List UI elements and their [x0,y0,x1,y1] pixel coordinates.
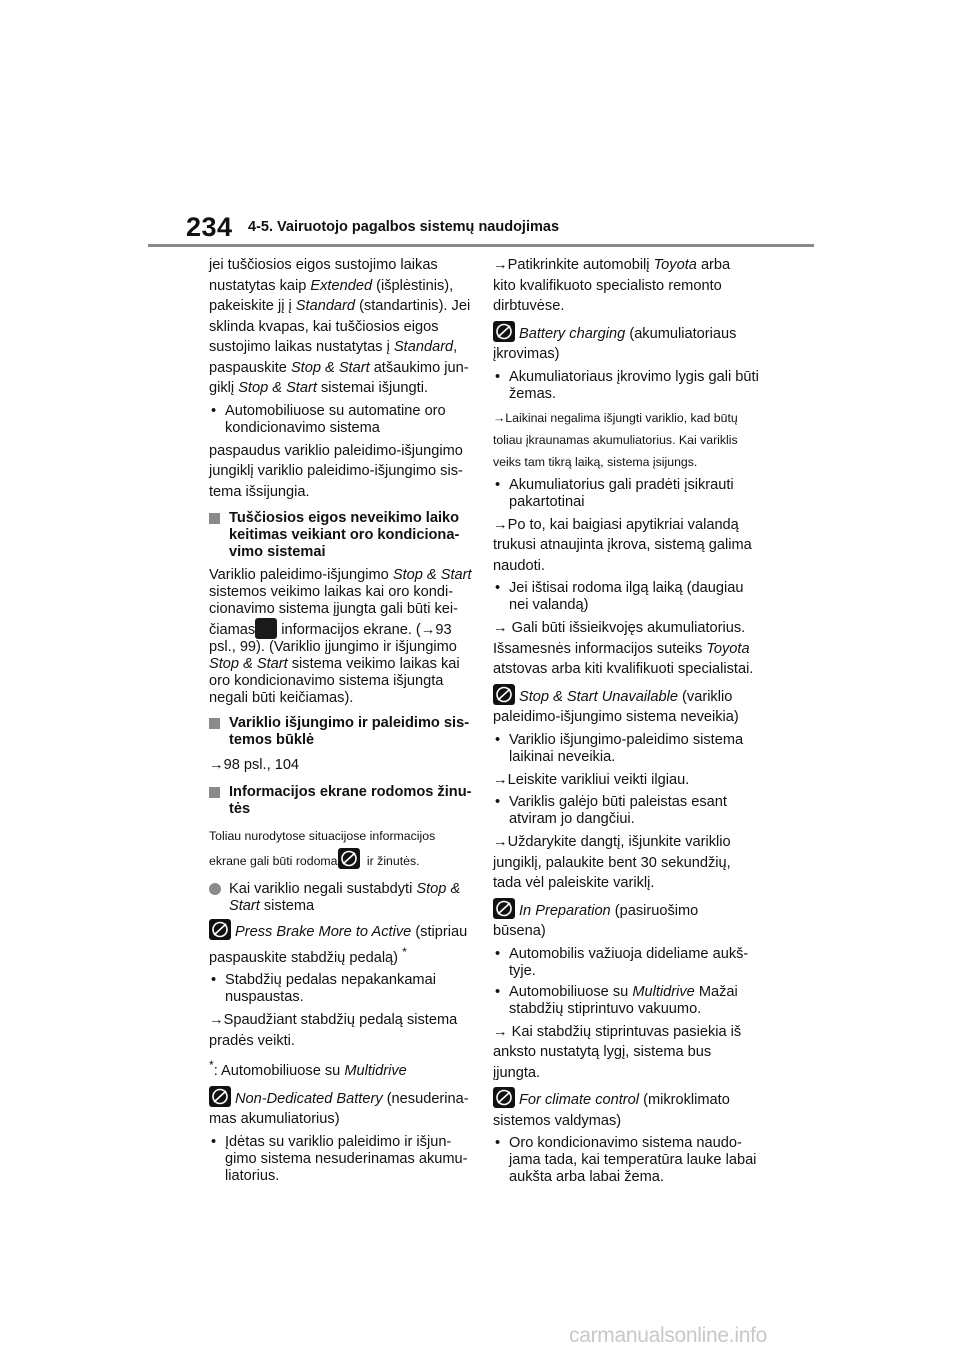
bullet-item: • Įdėtas su variklio paleidimo ir išjun-gimo sistema nesuderinamas akumu-liatorius. [211,1133,468,1184]
stop-start-icon [209,1086,231,1107]
bullet-item: • Oro kondicionavimo sistema naudo-jama tada, kai temperatūra lauke labai aukšta arba labai žema. [495,1135,757,1185]
paragraph: jei tuščiosios eigos sustojimo laikas nustatytas kaip Extended (išplėstinis), pakeiskite jį į Standard (standartinis). Jei sklinda kvapas, kai tuščiosios eigos sustojimo laikas nustatytas į Standard, paspauskite Stop & Start atšaukimo jun- giklį Stop & Start sistemai išjungti. [209,257,471,396]
bullet-item: • Jei ištisai rodoma ilgą laiką (daugiau nei valandą) [495,580,744,613]
action-text: → Gali būti išsieikvojęs akumuliatorius. Išsamesnės informacijos suteiks Toyota atstovas arba kiti kvalifikuoti specialistai. [493,620,754,677]
section-heading: Tuščiosios eigos neveikimo laiko keitimas veikiant oro kondiciona-vimo sistemai [209,510,477,561]
left-column [209,255,477,1189]
bullet-item: • Akumuliatorius gali pradėti įsikrauti pakartotinai [495,476,734,510]
settings-icon [255,618,277,639]
message-item: Press Brake More to Active (stipriau paspauskite stabdžių pedalą) * [209,919,477,969]
bullet-item: • Variklis galėjo būti paleistas esant atviram jo dangčiui. [495,794,727,827]
stop-start-icon [338,848,360,869]
bullet-item: • Automobiliuose su automatine oro kondicionavimo sistema [211,402,446,436]
message-item: Stop & Start Unavailable (variklio paleidimo-išjungimo sistema neveikia) [493,684,765,728]
action-text: →Leiskite varikliui veikti ilgiau. [493,771,690,788]
stop-start-icon [493,684,515,705]
paragraph: paspaudus variklio paleidimo-išjungimo jungiklį variklio paleidimo-išjungimo sis- tema išsijungia. [209,442,463,500]
watermark: carmanualsonline.info [569,1324,767,1347]
message-item: Non-Dedicated Battery (nesuderina- mas akumuliatorius) [209,1086,477,1130]
message-item: For climate control (mikroklimato sistemos valdymas) [493,1087,765,1131]
bullet-item: • Variklio išjungimo-paleidimo sistema laikinai neveikia. [495,731,744,765]
header-rule [148,244,814,247]
bullet-item: • Stabdžių pedalas nepakankamai nuspaustas. [211,972,436,1006]
paragraph: Variklio paleidimo-išjungimo Stop & Start sistemos veikimo laikas kai oro kondi-cionavimo sistema įjungta gali būti kei-čiamas informacijos ekrane. (→93 psl., 99). (Variklio įjungimo ir išjungimo Stop & Start sistema veikimo laikas kai oro kondicionavimo sistema išjungta negali būti keičiamas). [209,567,472,706]
circle-item: Kai variklio negali sustabdyti Stop & Start sistema [209,881,477,915]
action-text: →Patikrinkite automobilį Toyota arba kito kvalifikuoto specialisto remonto dirbtuvėse. [493,257,731,314]
footnote: *: Automobiliuose su Multidrive [209,1058,407,1080]
action-text: →Spaudžiant stabdžių pedalą sistema pradės veikti. [209,1012,458,1049]
action-text: → Kai stabdžių stiprintuvas pasiekia iš anksto nustatytą lygį, sistema bus įjungta. [493,1023,742,1081]
bullet-item: • Automobiliuose su Multidrive Mažai stabdžių stiprintuvo vakuumo. [495,983,738,1017]
stop-start-icon [493,321,515,342]
bullet-item: • Automobilis važiuoja dideliame aukš-tyje. [495,945,749,979]
stop-start-icon [493,898,515,919]
bullet-item: • Akumuliatoriaus įkrovimo lygis gali būti žemas. [495,368,759,402]
section-heading: Informacijos ekrane rodomos žinu-tės [209,784,477,818]
stop-start-icon [493,1087,515,1108]
note: →Laikinai negalima išjungti variklio, kad būtų toliau įkraunamas akumuliatorius. Kai variklis veiks tam tikrą laiką, sistema įsijungs. [493,410,738,469]
page-number: 234 [186,212,233,242]
stop-start-icon [209,919,231,940]
right-column [493,255,765,1190]
message-item: In Preparation (pasiruošimo būsena) [493,898,765,942]
action-text: →Uždarykite dangtį, išjunkite variklio jungiklį, palaukite bent 30 sekundžių, tada vėl paleiskite variklį. [493,834,731,891]
section-title: 4-5. Vairuotojo pagalbos sistemų naudojimas [248,219,560,235]
page-reference: →98 psl., 104 [209,757,300,773]
action-text: →Po to, kai baigiasi apytikriai valandą trukusi atnaujinta įkrova, sistemą galima naudoti. [493,516,752,574]
message-item: Battery charging (akumuliatoriaus įkrovimas) [493,321,765,365]
section-heading: Variklio išjungimo ir paleidimo sis-temos būklė [209,715,477,749]
note: Toliau nurodytose situacijose informacijos ekrane gali būti rodoma ir žinutės. [209,828,436,868]
